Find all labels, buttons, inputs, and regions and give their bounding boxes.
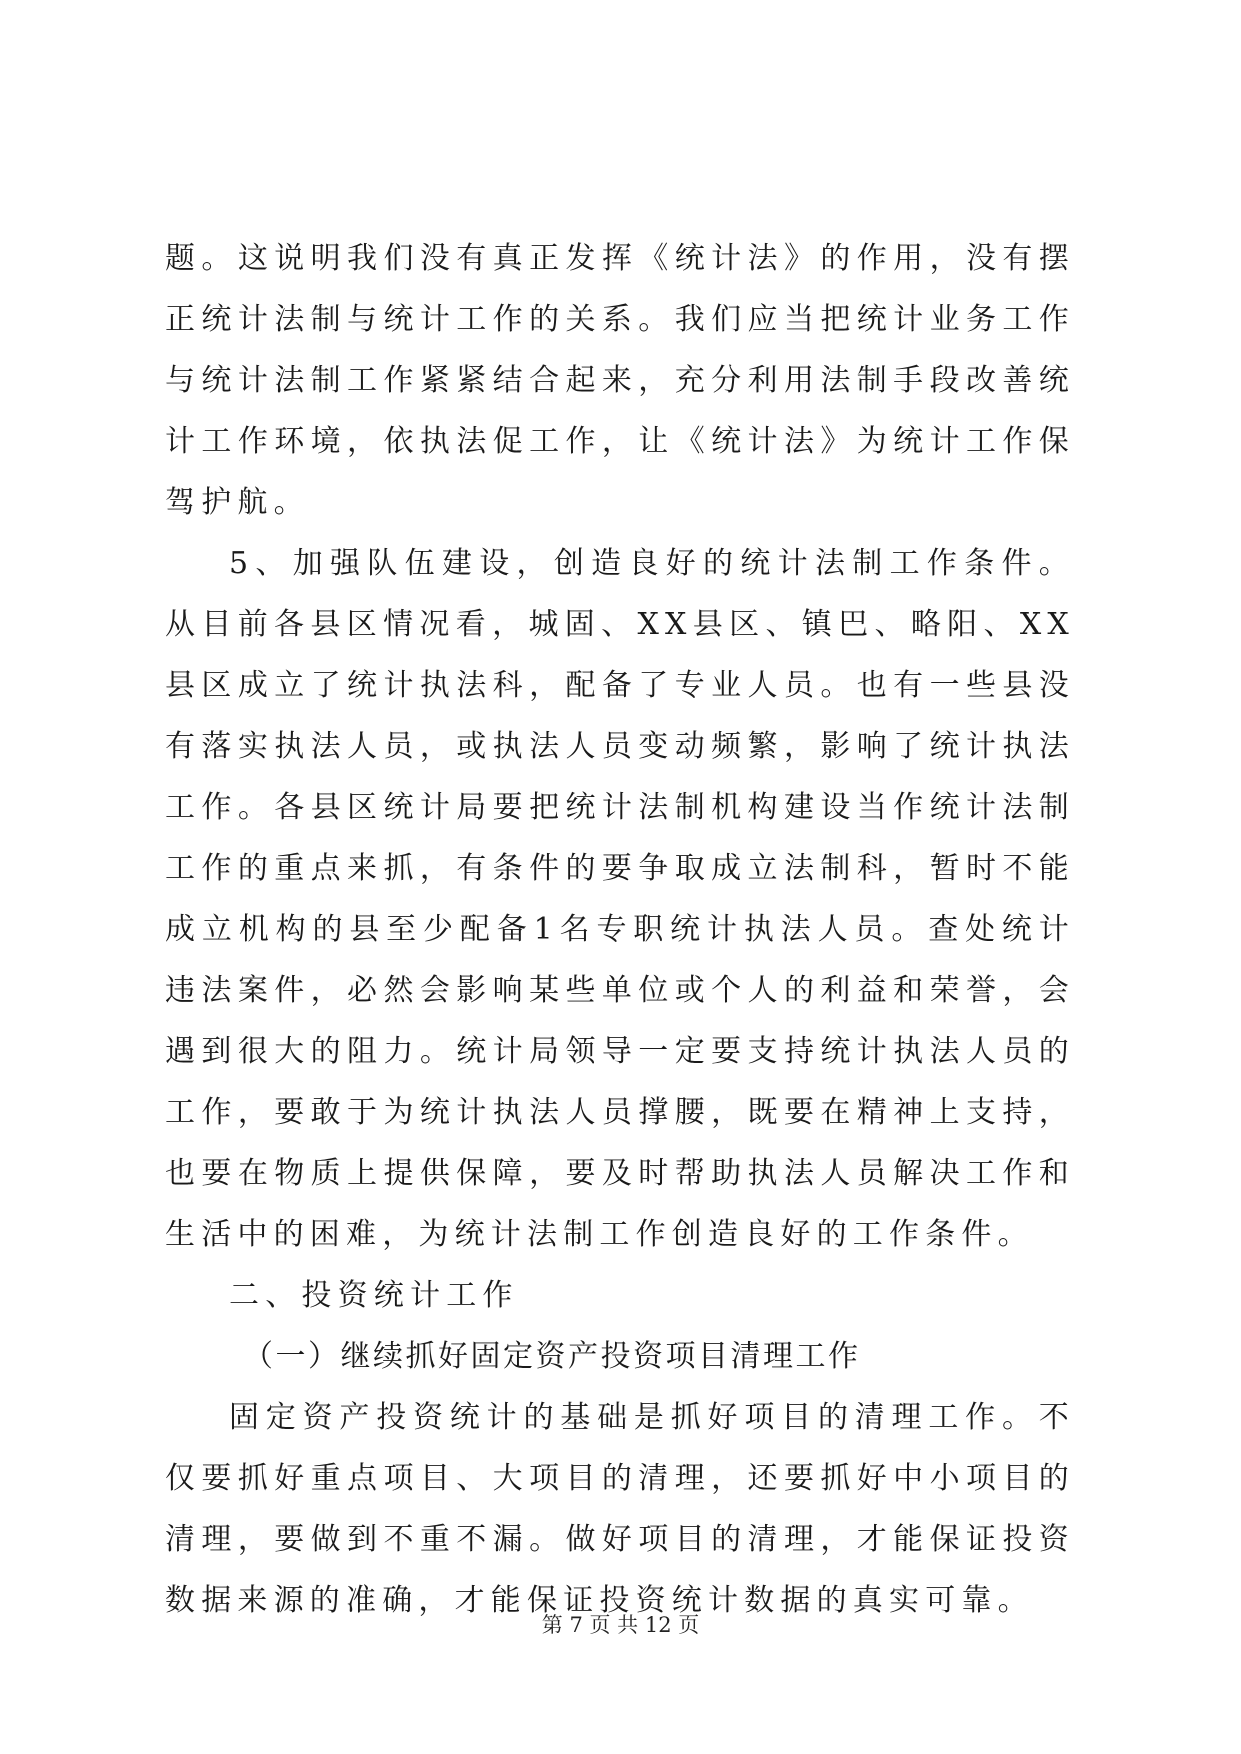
paragraph-project-cleanup: 固定资产投资统计的基础是抓好项目的清理工作。不仅要抓好重点项目、大项目的清理，还要抓好中小项目的清理，要做到不重不漏。做好项目的清理，才能保证投资数据来源的准确，才能保证投资统计数据的真实可靠。 — [165, 1400, 1075, 1618]
subsection-heading: （一）继续抓好固定资产投资项目清理工作 — [243, 1339, 861, 1374]
section-heading: 二、投资统计工作 — [229, 1278, 519, 1313]
document-body — [165, 228, 1075, 1631]
paragraph-continuation: 题。这说明我们没有真正发挥《统计法》的作用，没有摆正统计法制与统计工作的关系。我们应当把统计业务工作与统计法制工作紧紧结合起来，充分利用法制手段改善统计工作环境，依执法促工作，让《统计法》为统计工作保驾护航。 — [165, 241, 1075, 520]
paragraph-team-building: 5、加强队伍建设，创造良好的统计法制工作条件。从目前各县区情况看，城固、XX县区、镇巴、略阳、XX县区成立了统计执法科，配备了专业人员。也有一些县没有落实执法人员，或执法人员变动频繁，影响了统计执法工作。各县区统计局要把统计法制机构建设当作统计法制工作的重点来抓，有条件的要争取成立法制科，暂时不能成立机构的县至少配备1名专职统计执法人员。查处统计违法案件，必然会影响某些单位或个人的利益和荣誉，会遇到很大的阻力。统计局领导一定要支持统计执法人员的工作，要敢于为统计执法人员撑腰，既要在精神上支持，也要在物质上提供保障，要及时帮助执法人员解决工作和生活中的困难，为统计法制工作创造良好的工作条件。 — [165, 546, 1075, 1252]
page-number-footer: 第 7 页 共 12 页 — [541, 1613, 700, 1637]
